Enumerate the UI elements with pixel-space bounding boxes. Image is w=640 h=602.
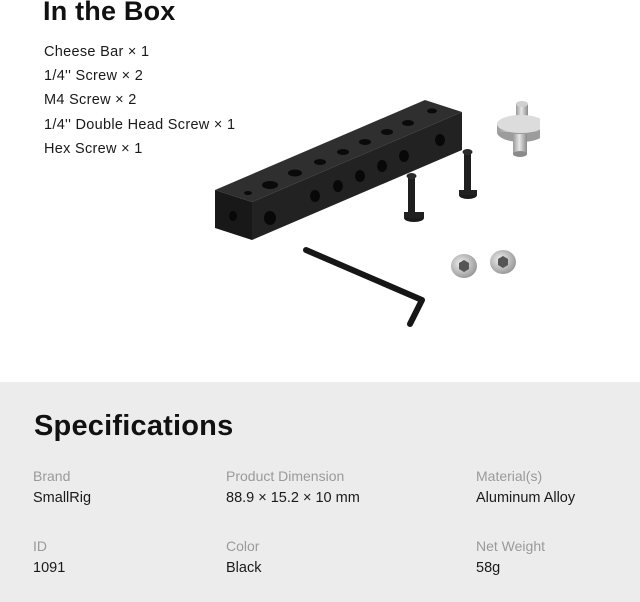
list-item: M4 Screw × 2 (44, 92, 137, 109)
spec-value: Aluminum Alloy (476, 490, 576, 506)
hex-key (306, 250, 422, 324)
cheese-bar (215, 100, 462, 240)
spec-label: Brand (33, 468, 71, 484)
spec-material (476, 467, 575, 508)
spec-value: SmallRig (33, 490, 92, 506)
spec-color (226, 537, 261, 578)
list-item: Hex Screw × 1 (44, 140, 143, 157)
list-item: 1/4'' Screw × 2 (44, 68, 144, 85)
spec-value: 1091 (33, 560, 66, 576)
product-image (200, 90, 540, 340)
spec-id (33, 537, 65, 578)
double-head-screw (497, 101, 540, 157)
in-the-box-title: In the Box (43, 0, 176, 26)
spec-dimension (226, 467, 360, 508)
spec-label: Color (226, 538, 260, 554)
list-item: Cheese Bar × 1 (44, 44, 150, 60)
spec-value: 88.9 × 15.2 × 10 mm (226, 490, 360, 506)
spec-label: Net Weight (476, 538, 545, 554)
spec-label: Material(s) (476, 468, 543, 484)
spec-value: 58g (476, 560, 501, 576)
spec-label: Product Dimension (226, 468, 345, 484)
m4-screw (459, 149, 477, 199)
quarter-inch-screw (490, 250, 516, 274)
spec-brand (33, 467, 91, 508)
spec-value: Black (226, 560, 262, 576)
specifications-section (0, 382, 640, 602)
list-item: 1/4'' Double Head Screw × 1 (44, 116, 236, 133)
m4-screw (404, 173, 424, 222)
specifications-title: Specifications (34, 410, 234, 442)
spec-weight (476, 537, 545, 578)
spec-label: ID (33, 538, 47, 554)
quarter-inch-screw (451, 254, 477, 278)
